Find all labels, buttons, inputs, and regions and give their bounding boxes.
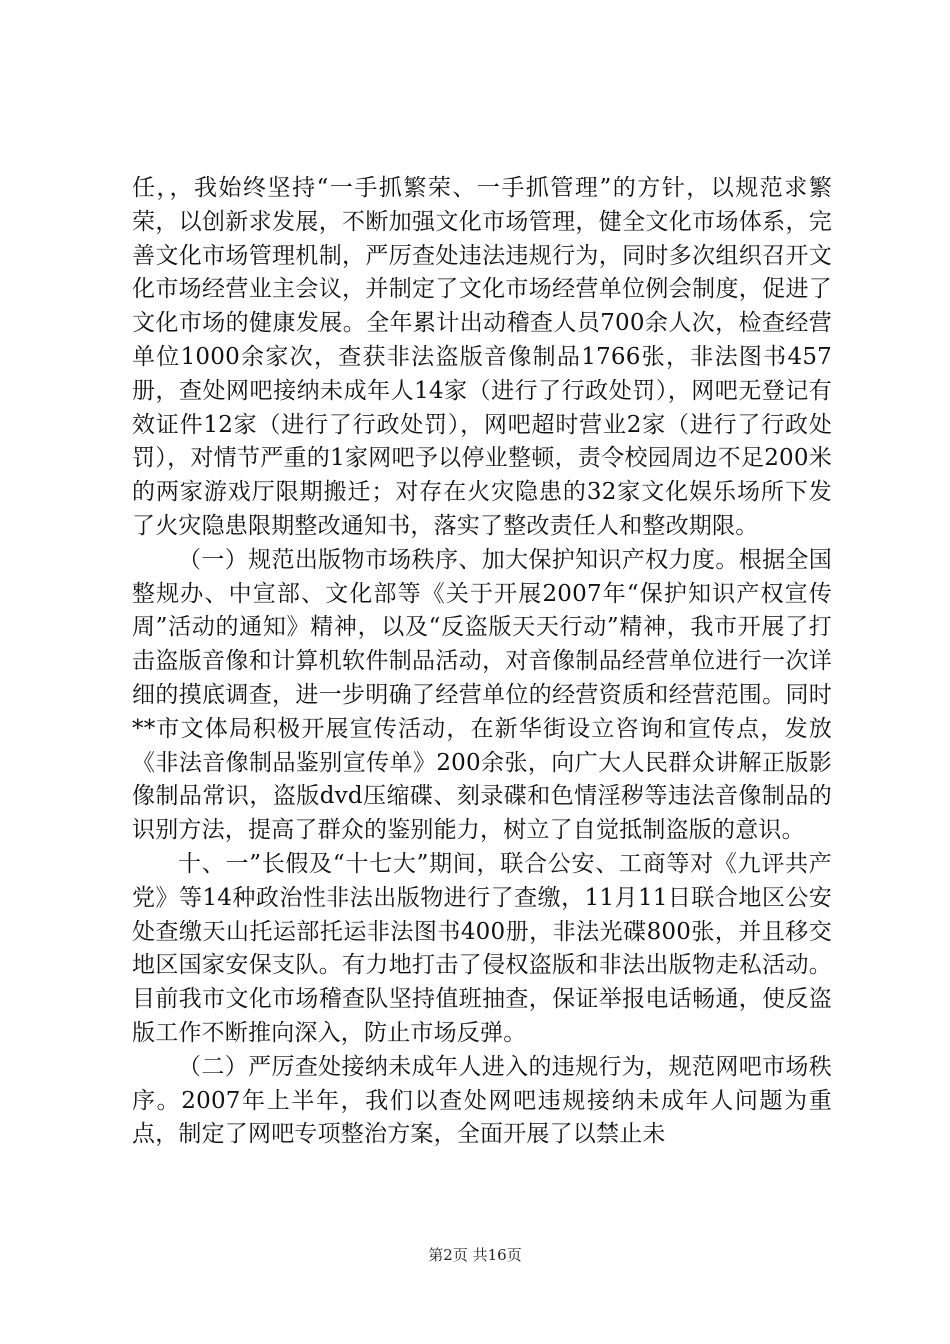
paragraph-4: （二）严厉查处接纳未成年人进入的违规行为，规范网吧市场秩序。2007年上半年，我们以查处网吧违规接纳未成年人问题为重点，制定了网吧专项整治方案，全面开展了以禁止未 bbox=[132, 1053, 832, 1148]
document-body bbox=[132, 172, 832, 1152]
paragraph-1: 任，，我始终坚持“一手抓繁荣、一手抓管理”的方针，以规范求繁荣，以创新求发展，不断加强文化市场管理，健全文化市场体系，完善文化市场管理机制，严厉查处违法违规行为，同时多次组织召开文化市场经营业主会议，并制定了文化市场经营单位例会制度，促进了文化市场的健康发展。全年累计出动稽查人员700余人次，检查经营单位1000余家次，查获非法盗版音像制品1766张，非法图书457册，查处网吧接纳未成年人14家（进行了行政处罚），网吧无登记有效证件12家（进行了行政处罚），网吧超时营业2家（进行了行政处罚），对情节严重的1家网吧予以停业整顿，责令校园周边不足200米的两家游戏厅限期搬迁；对存在火灾隐患的32家文化娱乐场所下发了火灾隐患限期整改通知书，落实了整改责任人和整改期限。 bbox=[132, 175, 832, 539]
page-number-footer: 第2页 共16页 bbox=[428, 1246, 522, 1264]
paragraph-3: 十、一”长假及“十七大”期间，联合公安、工商等对《九评共产党》等14种政治性非法出版物进行了查缴，11月11日联合地区公安处查缴天山托运部托运非法图书400册，非法光碟800张，并且移交地区国家安保支队。有力地打击了侵权盗版和非法出版物走私活动。目前我市文化市场稽查队坚持值班抽查，保证举报电话畅通，使反盗版工作不断推向深入，防止市场反弹。 bbox=[132, 850, 832, 1046]
paragraph-2: （一）规范出版物市场秩序、加大保护知识产权力度。根据全国整规办、中宣部、文化部等《关于开展2007年“保护知识产权宣传周”活动的通知》精神，以及“反盗版天天行动”精神，我市开展了打击盗版音像和计算机软件制品活动，对音像制品经营单位进行一次详细的摸底调查，进一步明确了经营单位的经营资质和经营范围。同时**市文体局积极开展宣传活动，在新华街设立咨询和宣传点，发放《非法音像制品鉴别宣传单》200余张，向广大人民群众讲解正版影像制品常识，盗版dvd压缩碟、刻录碟和色情淫秽等违法音像制品的识别方法，提高了群众的鉴别能力，树立了自觉抵制盗版的意识。 bbox=[132, 546, 832, 844]
